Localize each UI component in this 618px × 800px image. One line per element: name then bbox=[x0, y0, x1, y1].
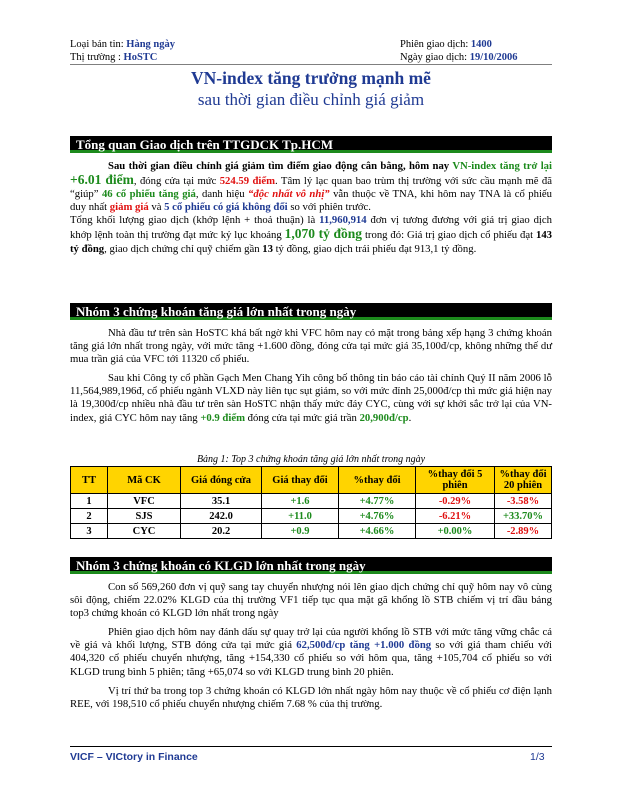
table-cell-pct5: -6.21% bbox=[416, 509, 495, 524]
text-run: so với phiên trước. bbox=[287, 201, 371, 214]
text-run: 5 cổ phiếu có giá không đổi bbox=[164, 201, 288, 214]
table-cell-pct: +4.66% bbox=[339, 524, 416, 539]
session-value: 1400 bbox=[470, 39, 492, 50]
text-run: 13 bbox=[262, 242, 273, 255]
overview-paragraph-2 bbox=[70, 214, 552, 255]
table-header: %thay đổi 5 phiên bbox=[416, 467, 495, 494]
stb-price: 62,500đ/cp tăng +1.000 đồng bbox=[296, 639, 432, 652]
volume-paragraph-3: Vị trí thứ ba trong top 3 chứng khoán có KLGD lớn nhất ngày hôm nay thuộc về cổ phiếu cơ điện lạnh REE, với 198,510 cổ phiếu chuyển nhượng chiếm 7.68 % của thị trường. bbox=[70, 684, 552, 710]
vnindex-close: 524.59 điểm bbox=[219, 175, 276, 188]
text-run: . bbox=[408, 411, 412, 424]
table-header: %thay đổi 20 phiên bbox=[495, 467, 552, 494]
table-cell-pct: +4.76% bbox=[339, 509, 416, 524]
table-cell-change: +0.9 bbox=[262, 524, 339, 539]
text-run: tỷ đồng, giao dịch trái phiếu đạt 913,1 tỷ đồng. bbox=[272, 242, 477, 255]
market-info bbox=[70, 51, 157, 65]
date-label: Ngày giao dịch: bbox=[400, 52, 468, 63]
text-run: Phiên giao dịch hôm nay đánh dấu sự quay trở lại của người khổng lồ STB với mức tăng vững chắc cả về giá và khối lượng, STB đóng cửa tại mức giá bbox=[70, 626, 552, 652]
total-value: 1,070 tỷ đồng bbox=[284, 226, 363, 242]
table-cell-close: 242.0 bbox=[181, 509, 262, 524]
text-run: , đóng cửa tại mức bbox=[133, 175, 220, 188]
table-cell-change: +1.6 bbox=[262, 494, 339, 509]
section-heading-overview: Tổng quan Giao dịch trên TTGDCK Tp.HCM bbox=[70, 136, 552, 153]
date-value: 19/10/2006 bbox=[469, 52, 518, 63]
gainers-paragraph-1: Nhà đầu tư trên sàn HoSTC khá bất ngờ khi VFC hôm nay có mặt trong bảng xếp hạng 3 chứng khoán tăng giá lớn nhất trong ngày, với mức tăng +1.600 đồng, đóng cửa tại mức giá 35,100đ/cp, không những thế dư mua trần giá của VFC tới 11320 cổ phiếu. bbox=[70, 327, 552, 366]
market-value: HoSTC bbox=[123, 52, 158, 63]
text-run: so với giá tham chiếu với 404,320 cổ phiếu chuyển nhượng, tăng +154,330 cổ phiếu so với hôm qua, tăng +105,704 cổ phiếu so với KLGD trung bình 5 phiên; tăng +65,074 so với KLGD trung bình 20 phiên. bbox=[70, 639, 552, 678]
table-header: TT bbox=[71, 467, 108, 494]
text-run: đơn vị tương đương với giá trị giao dịch khớp lệnh toàn thị trường đạt mức kỷ lục khoảng bbox=[70, 214, 552, 242]
text-run: Tổng khối lượng giao dịch (khớp lệnh + thoả thuận) là bbox=[70, 214, 320, 227]
gainers-text bbox=[70, 327, 552, 425]
text-run: , giao dịch chứng chỉ quỹ chiếm gần bbox=[104, 242, 263, 255]
text-run: , danh hiệu bbox=[195, 188, 249, 201]
table-row bbox=[71, 494, 552, 509]
text-run: vẫn thuộc về TNA, khi hôm nay TNA là cổ phiếu duy nhất bbox=[70, 188, 552, 214]
table-header: Giá thay đổi bbox=[262, 467, 339, 494]
table-cell-tt: 2 bbox=[71, 509, 108, 524]
text-run: và bbox=[148, 201, 165, 214]
table-header: %thay đổi bbox=[339, 467, 416, 494]
volume-paragraph-1: Con số 569,260 đơn vị quỹ sang tay chuyển nhượng nói lên giao dịch chứng chỉ quỹ hôm nay vô cùng sôi động, chiếm 22.02% KLGD của thị trường VF1 tiếp tục qua mặt gã khổng lồ STB chiếm vị trí đầu bảng top3 chứng khoán có KLGD lớn nhất trong ngày bbox=[70, 581, 552, 620]
header-divider bbox=[70, 64, 552, 65]
table-header-row bbox=[71, 467, 552, 494]
text-run: “độc nhất vô nhị” bbox=[248, 188, 330, 201]
volume-paragraph-2 bbox=[70, 626, 552, 678]
text-run: VN-index tăng trở lại bbox=[452, 160, 552, 172]
total-volume: 11,960,914 bbox=[319, 214, 367, 227]
table-cell-pct20: -2.89% bbox=[495, 524, 552, 539]
table-header: Mã CK bbox=[108, 467, 181, 494]
table-cell-code: CYC bbox=[108, 524, 181, 539]
table-cell-code: VFC bbox=[108, 494, 181, 509]
overview-paragraph-1 bbox=[70, 160, 552, 214]
overview-text bbox=[70, 160, 552, 256]
text-run: đóng cửa tại mức giá trần bbox=[245, 411, 360, 424]
footer-divider bbox=[70, 746, 552, 747]
text-run: 46 cổ phiếu tăng giá bbox=[101, 188, 196, 201]
text-run: giảm giá bbox=[109, 201, 149, 214]
market-label: Thị trường : bbox=[70, 52, 121, 63]
table-cell-pct5: -0.29% bbox=[416, 494, 495, 509]
section-heading-top-gainers: Nhóm 3 chứng khoán tăng giá lớn nhất trong ngày bbox=[70, 303, 552, 320]
section-heading-top-volume: Nhóm 3 chứng khoán có KLGD lớn nhất trong ngày bbox=[70, 557, 552, 574]
table-cell-change: +11.0 bbox=[262, 509, 339, 524]
text-run: Sau khi Công ty cổ phần Gạch Men Chang Yih công bố thông tin báo cáo tài chính Quý II năm 2006 lỗ 11,564,989,196đ, cổ phiếu ngành VLXD này liên tục sụt giảm, so với mức đỉnh 25,000đ/cp thì mức giá hiện nay là 19,300đ/cp nhiều nhà đầu tư trên sàn HoSTC nhận thấy mức đáy CYC, cùng với sự khởi sắc trở lại của VN-index, giá CYC hôm nay tăng bbox=[70, 372, 552, 424]
bulletin-value: Hàng ngày bbox=[126, 39, 176, 50]
table-cell-tt: 1 bbox=[71, 494, 108, 509]
session-label: Phiên giao dịch: bbox=[400, 39, 469, 50]
table-caption: Bảng 1: Top 3 chứng khoán tăng giá lớn nhất trong ngày bbox=[196, 454, 426, 465]
text-run: . Tâm lý lạc quan bao trùm thị trường với sức cầu mạnh mẽ đã “giúp” bbox=[70, 175, 552, 201]
table-row bbox=[71, 524, 552, 539]
volume-text bbox=[70, 581, 552, 711]
bulletin-type bbox=[70, 38, 175, 52]
table-cell-pct20: -3.58% bbox=[495, 494, 552, 509]
page-title: VN-index tăng trưởng mạnh mẽ bbox=[191, 68, 431, 88]
text-run: 143 tỷ đồng bbox=[70, 229, 553, 255]
table-row bbox=[71, 509, 552, 524]
gainers-paragraph-2 bbox=[70, 372, 552, 424]
bulletin-label: Loại bản tin: bbox=[70, 39, 124, 50]
table-header: Giá đóng cửa bbox=[181, 467, 262, 494]
table-cell-pct5: +0.00% bbox=[416, 524, 495, 539]
table-cell-pct: +4.77% bbox=[339, 494, 416, 509]
trade-date bbox=[400, 51, 518, 65]
table-cell-code: SJS bbox=[108, 509, 181, 524]
page-number: 1/3 bbox=[530, 751, 545, 763]
page-subtitle: sau thời gian điều chỉnh giá giảm bbox=[197, 90, 425, 109]
table-cell-tt: 3 bbox=[71, 524, 108, 539]
text-run: Sau thời gian điều chỉnh giá giảm tìm điểm giao động cân bằng, hôm nay bbox=[108, 160, 453, 172]
table-cell-close: 35.1 bbox=[181, 494, 262, 509]
session-info bbox=[400, 38, 492, 52]
table-cell-close: 20.2 bbox=[181, 524, 262, 539]
text-run: +0.9 điểm bbox=[200, 411, 245, 424]
footer-brand: VICF – VICtory in Finance bbox=[70, 751, 198, 763]
table-cell-pct20: +33.70% bbox=[495, 509, 552, 524]
vnindex-change: +6.01 điểm bbox=[70, 172, 134, 188]
top-gainers-table bbox=[70, 466, 552, 539]
text-run: trong đó: Giá trị giao dịch cổ phiếu đạt bbox=[362, 229, 536, 242]
text-run: 20,900đ/cp bbox=[359, 411, 409, 424]
